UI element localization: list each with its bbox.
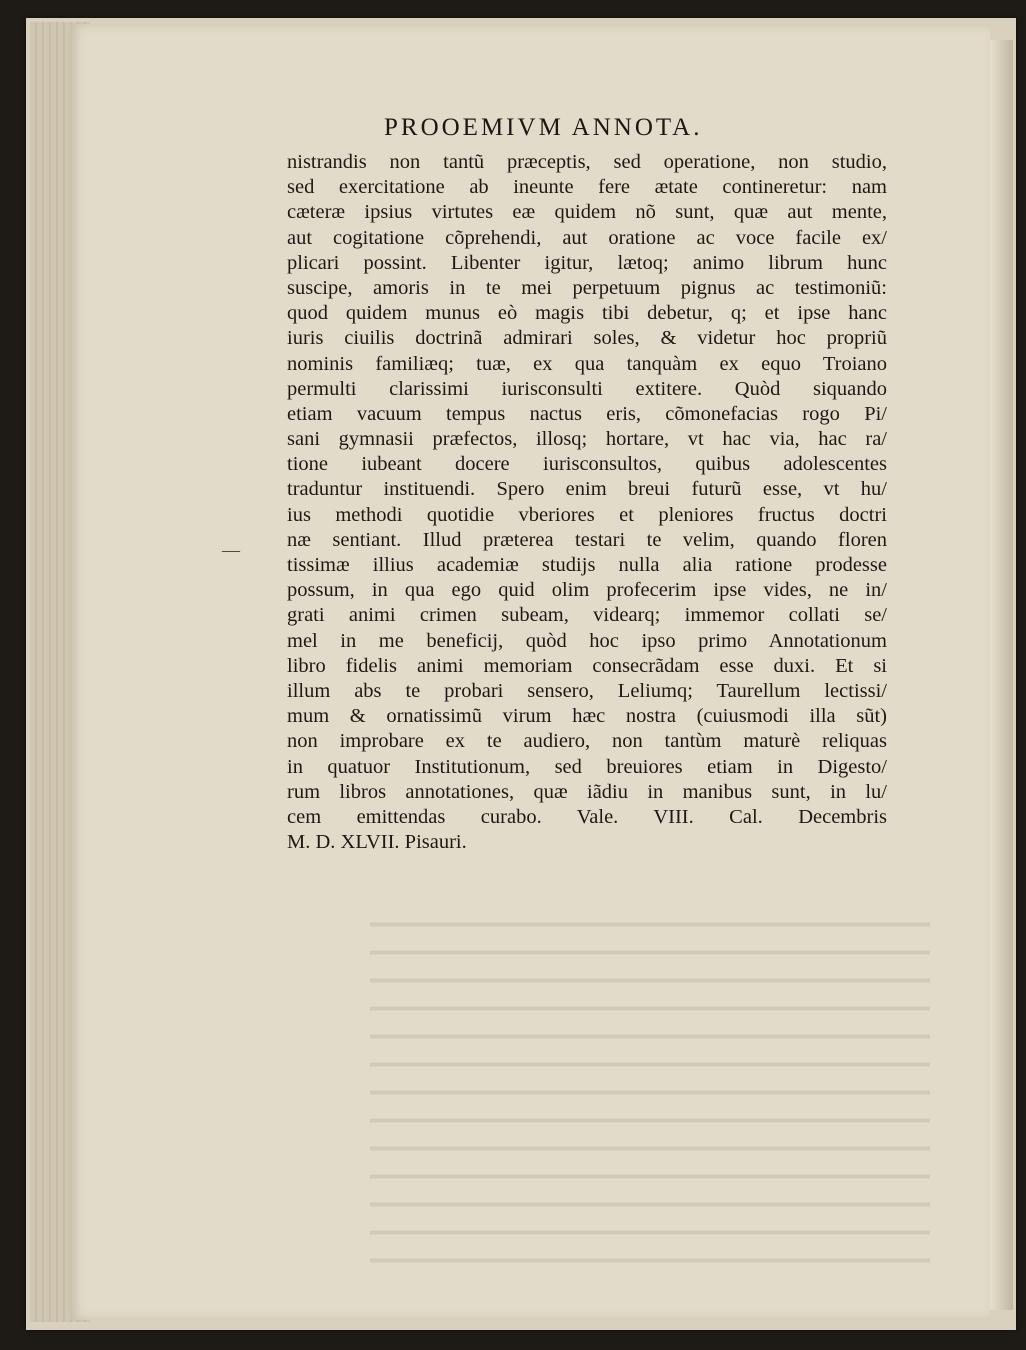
text-line: illum abs te probari sensero, Leliumq; Taurellum lectissi/ (287, 679, 887, 702)
text-line: quod quidem munus eò magis tibi debetur, q; et ipse hanc (287, 302, 887, 325)
text-line: tione iubeant docere iurisconsultos, quibus adolescentes (287, 453, 887, 476)
text-line: cæteræ ipsius virtutes eæ quidem nõ sunt, quæ aut mente, (287, 201, 887, 224)
text-line: nominis familiæq; tuæ, ex qua tanquàm ex equo Troiano (287, 352, 887, 375)
text-line: possum, in qua ego quid olim profecerim ipse vides, ne in/ (287, 579, 887, 602)
text-line: sani gymnasii præfectos, illosq; hortare, vt hac via, hac ra/ (287, 428, 887, 451)
text-line: mum & ornatissimũ virum hæc nostra (cuiusmodi illa sũt) (287, 705, 887, 728)
text-line: in quatuor Institutionum, sed breuiores etiam in Digesto/ (287, 755, 887, 778)
text-line: permulti clarissimi iurisconsulti extitere. Quòd siquando (287, 377, 887, 400)
text-line: ius methodi quotidie vberiores et pleniores fructus doctri (287, 503, 887, 526)
text-line: non improbare ex te audiero, non tantùm maturè reliquas (287, 730, 887, 753)
text-line: suscipe, amoris in te mei perpetuum pignus ac testimoniũ: (287, 276, 887, 299)
text-line: traduntur instituendi. Spero enim breui futurũ esse, vt hu/ (287, 478, 887, 501)
text-line: mel in me beneficij, quòd hoc ipso primo Annotationum (287, 629, 887, 652)
text-line: aut cogitatione cõprehendi, aut oratione ac voce facile ex/ (287, 226, 887, 249)
text-line: cem emittendas curabo. Vale. VIII. Cal. Decembris (287, 805, 887, 828)
body-text (287, 150, 887, 855)
ink-bleed-through (370, 904, 930, 1264)
text-line: iuris ciuilis doctrinã admirari soles, & videtur hoc propriũ (287, 327, 887, 350)
text-line: næ sentiant. Illud præterea testari te velim, quando floren (287, 528, 887, 551)
text-line: nistrandis non tantũ præceptis, sed operatione, non studio, (287, 151, 887, 173)
text-line: M. D. XLVII. Pisauri. (287, 831, 467, 854)
text-line: sed exercitatione ab ineunte fere ætate contineretur: nam (287, 176, 887, 199)
text-line: rum libros annotationes, quæ iãdiu in manibus sunt, in lu/ (287, 780, 887, 803)
text-line: grati animi crimen subeam, videarq; immemor collati se/ (287, 604, 887, 627)
text-line: plicari possint. Libenter igitur, lætoq; animo librum hunc (287, 251, 887, 274)
margin-mark: — (222, 540, 240, 560)
text-line: tissimæ illius academiæ studijs nulla alia ratione prodesse (287, 554, 887, 576)
text-line: libro fidelis animi memoriam consecrãdam esse duxi. Et si (287, 654, 887, 677)
text-line: etiam vacuum tempus nactus eris, cõmonefacias rogo Pi/ (287, 402, 887, 425)
running-head: PROOEMIVM ANNOTA. (384, 114, 703, 141)
